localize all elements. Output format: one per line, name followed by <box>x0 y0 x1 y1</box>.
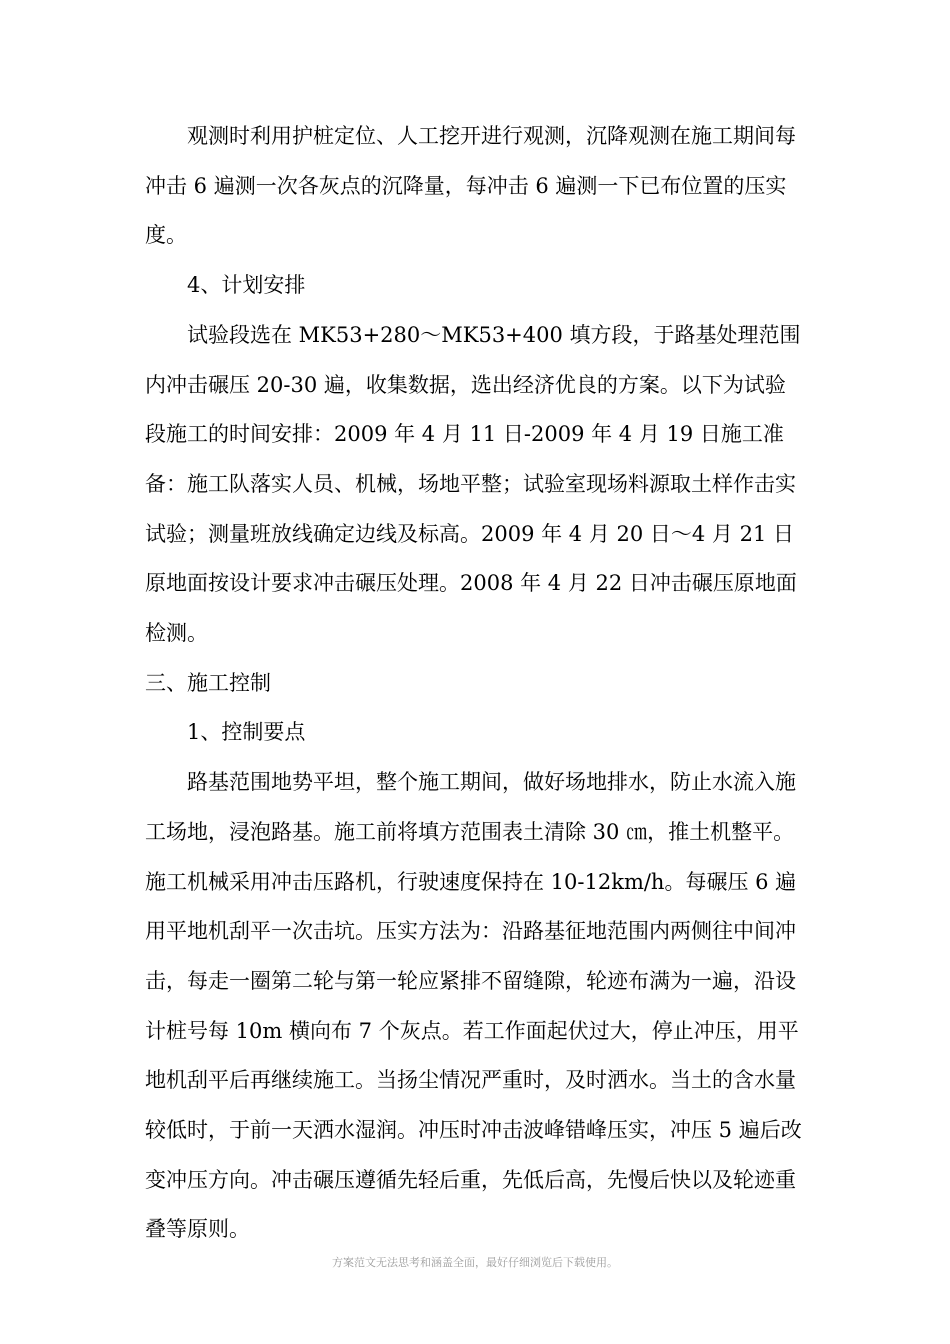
paragraph-settlement-observation: 观测时利用护桩定位、人工挖开进行观测，沉降观测在施工期间每冲击 6 遍测一次各灰点的沉降量，每冲击 6 遍测一下已布位置的压实度。 <box>145 124 796 248</box>
paragraph-control-details: 路基范围地势平坦，整个施工期间，做好场地排水，防止水流入施工场地，浸泡路基。施工前将填方范围表土清除 30 ㎝，推土机整平。施工机械采用冲击压路机，行驶速度保持在 10-12km/h。每碾压 6 遍用平地机刮平一次击坑。压实方法为：沿路基征地范围内两侧往中间冲击，每走一圈第二轮与第一轮应紧排不留缝隙，轮迹布满为一遍，沿设计桩号每 10m 横向布 7 个灰点。若工作面起伏过大，停止冲压，用平地机刮平后再继续施工。当扬尘情况严重时，及时洒水。当土的含水量较低时，于前一天洒水湿润。冲压时冲击波峰错峰压实，冲压 5 遍后改变冲压方向。冲击碾压遵循先轻后重，先低后高，先慢后快以及轮迹重叠等原则。 <box>145 770 802 1242</box>
document-body <box>145 112 805 1255</box>
page-footer: 方案范文无法思考和涵盖全面，最好仔细浏览后下载使用。 <box>332 1256 618 1269</box>
heading-control-points: 1、控制要点 <box>187 720 306 745</box>
heading-construction-control: 三、施工控制 <box>145 670 271 695</box>
paragraph-trial-section: 试验段选在 MK53+280～MK53+400 填方段，于路基处理范围内冲击碾压 20-30 遍，收集数据，选出经济优良的方案。以下为试验段施工的时间安排：2009 年 4 月 11 日-2009 年 4 月 19 日施工准备：施工队落实人员、机械，场地平整；试验室现场料源取土样作击实试验；测量班放线确定边线及标高。2009 年 4 月 20 日～4 月 21 日原地面按设计要求冲击碾压处理。2008 年 4 月 22 日冲击碾压原地面检测。 <box>145 322 801 646</box>
heading-plan-arrangement: 4、计划安排 <box>187 273 306 298</box>
